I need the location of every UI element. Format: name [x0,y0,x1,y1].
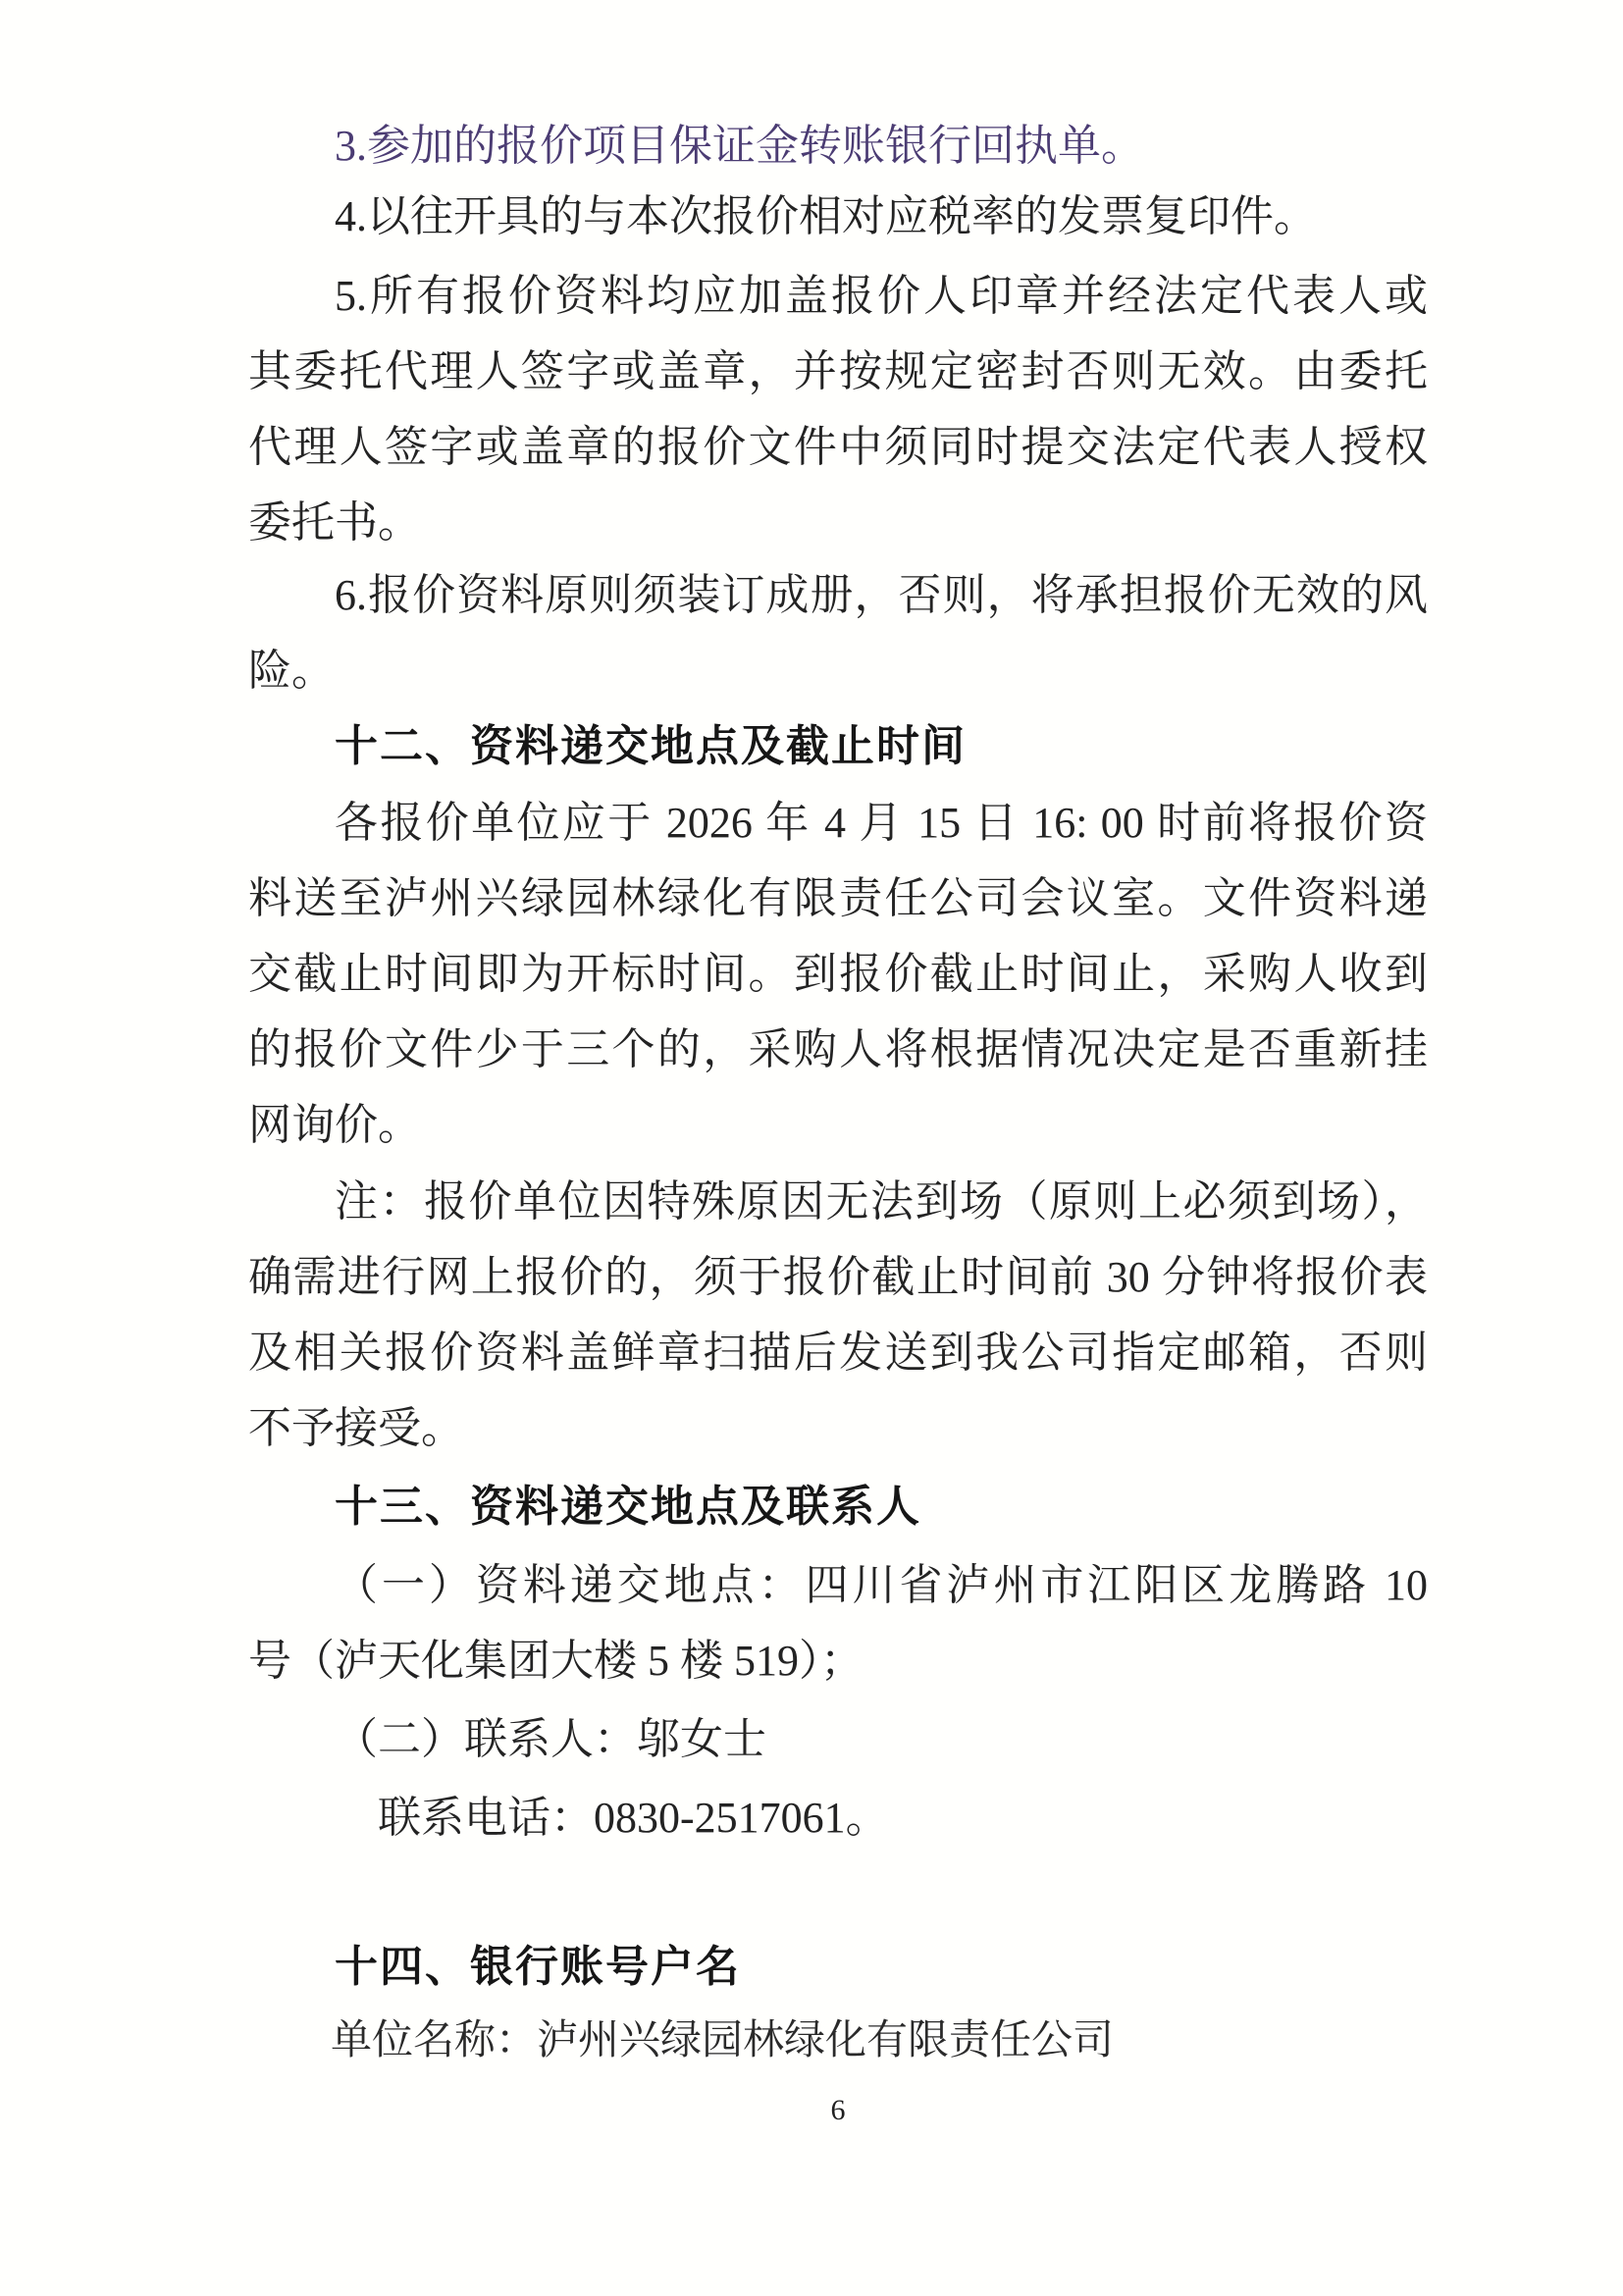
section-12-submission-deadline-paragraph [248,785,1428,1163]
section-12-remote-quotation-note [248,1164,1428,1466]
text-line: 注：报价单位因特殊原因无法到场（原则上必须到场）， [335,1177,1428,1226]
text-line: 3.参加的报价项目保证金转账银行回执单。 [335,122,1144,170]
text-line: 代理人签字或盖章的报价文件中须同时提交法定代表人授权 [248,423,1428,471]
text-line: 委托书。 [248,498,421,547]
text-line: 险。 [248,647,335,695]
text-line: 6.报价资料原则须装订成册，否则，将承担报价无效的风 [335,571,1428,619]
clause-6-binding-requirement [248,557,1428,708]
section-13-heading: 十三、资料递交地点及联系人 [335,1482,921,1532]
text-line: 网询价。 [248,1101,421,1149]
text-line: 及相关报价资料盖鲜章扫描后发送到我公司指定邮箱，否则 [248,1329,1428,1377]
text-line: （一）资料递交地点：四川省泸州市江阳区龙腾路 10 [335,1561,1428,1609]
text-line: 号（泸天化集团大楼 5 楼 519）； [248,1637,864,1685]
section-12-heading: 十二、资料递交地点及截止时间 [335,721,967,771]
clause-4-invoice-copies [248,179,1428,254]
page-number: 6 [830,2094,846,2126]
text-line: 交截止时间即为开标时间。到报价截止时间止，采购人收到 [248,950,1428,998]
text-line: 其委托代理人签字或盖章，并按规定密封否则无效。由委托 [248,347,1428,395]
text-line: 的报价文件少于三个的，采购人将根据情况决定是否重新挂 [248,1025,1428,1073]
section-14-heading: 十四、银行账号户名 [335,1942,741,1992]
text-line: 单位名称：泸州兴绿园林绿化有限责任公司 [331,2018,1115,2063]
text-line: 各报价单位应于 2026 年 4 月 15 日 16: 00 时前将报价资 [335,799,1428,847]
section-13-submission-address [248,1547,1428,1698]
text-line: 5.所有报价资料均应加盖报价人印章并经法定代表人或 [335,272,1428,320]
text-line: 确需进行网上报价的，须于报价截止时间前 30 分钟将报价表 [248,1253,1428,1301]
text-line: 料送至泸州兴绿园林绿化有限责任公司会议室。文件资料递 [248,874,1428,922]
text-line: 不予接受。 [248,1404,464,1452]
section-13-contact-phone [248,1780,1428,1855]
section-13-contact-person [248,1701,1428,1777]
section-14-account-holder-name [248,2004,1428,2079]
clause-3-deposit-bank-receipt [248,108,1428,183]
text-line: 联系电话：0830-2517061。 [378,1794,889,1842]
clause-5-seal-and-signature-requirements [248,258,1428,560]
text-line: 4.以往开具的与本次报价相对应税率的发票复印件。 [335,192,1317,240]
text-line: （二）联系人：邬女士 [335,1715,766,1763]
